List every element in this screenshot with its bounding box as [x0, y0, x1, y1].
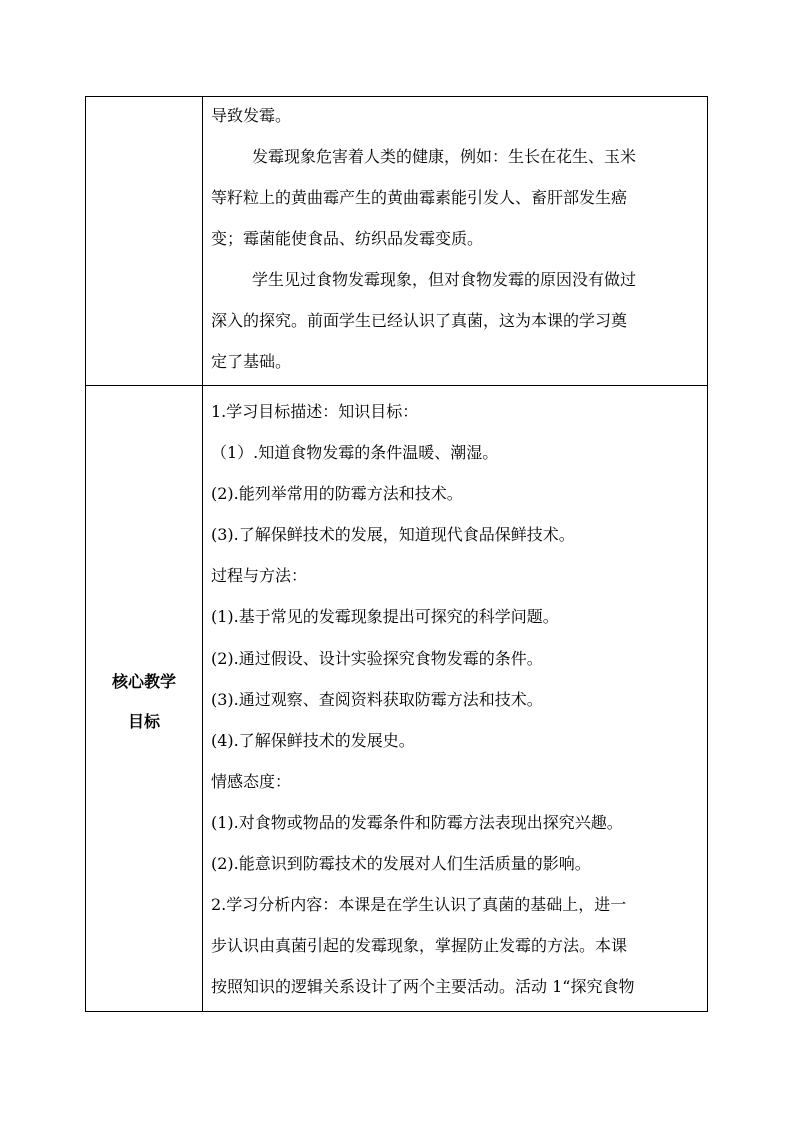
- row2-line-6: (1).基于常见的发霉现象提出可探究的科学问题。: [211, 607, 559, 626]
- row2-line-1: 1.学习目标描述：知识目标：: [211, 402, 419, 421]
- row2-line-5: 过程与方法：: [211, 566, 308, 585]
- row2-line-9: (4).了解保鲜技术的发展史。: [211, 731, 415, 750]
- row2-line-7: (2).通过假设、设计实验探究食物发霉的条件。: [211, 649, 543, 668]
- row2-line-2: （1）.知道食物发霉的条件温暖、潮湿。: [211, 443, 499, 462]
- row1-line-5: 学生见过食物发霉现象，但对食物发霉的原因没有做过: [252, 270, 637, 289]
- row2-line-15: 按照知识的逻辑关系设计了两个主要活动。活动 1“探究食物: [211, 977, 635, 996]
- row1-line-1: 导致发霉。: [211, 106, 292, 125]
- column-divider: [202, 97, 203, 1011]
- row2-line-10: 情感态度：: [211, 772, 292, 791]
- row1-line-7: 定了基础。: [211, 352, 292, 371]
- row-label-line-1: 核心教学: [111, 672, 176, 691]
- row1-line-4: 变；霉菌能使食品、纺织品发霉变质。: [211, 229, 484, 248]
- row2-line-4: (3).了解保鲜技术的发展，知道现代食品保鲜技术。: [211, 525, 575, 544]
- lesson-table: [85, 96, 708, 1012]
- row1-line-3: 等籽粒上的黄曲霉产生的黄曲霉素能引发人、畜肝部发生癌: [211, 188, 628, 207]
- row1-line-2: 发霉现象危害着人类的健康，例如：生长在花生、玉米: [252, 147, 637, 166]
- row2-line-13: 2.学习分析内容：本课是在学生认识了真菌的基础上，进一: [211, 895, 627, 914]
- row2-line-8: (3).通过观察、查阅资料获取防霉方法和技术。: [211, 690, 543, 709]
- row-label-line-2: 目标: [127, 712, 160, 731]
- row2-line-11: (1).对食物或物品的发霉条件和防霉方法表现出探究兴趣。: [211, 813, 623, 832]
- row1-line-6: 深入的探究。前面学生已经认识了真菌，这为本课的学习奠: [211, 311, 628, 330]
- row2-line-14: 步认识由真菌引起的发霉现象，掌握防止发霉的方法。本课: [211, 936, 628, 955]
- row2-line-3: (2).能列举常用的防霉方法和技术。: [211, 484, 463, 503]
- row-divider: [86, 385, 707, 386]
- row2-line-12: (2).能意识到防霉技术的发展对人们生活质量的影响。: [211, 854, 591, 873]
